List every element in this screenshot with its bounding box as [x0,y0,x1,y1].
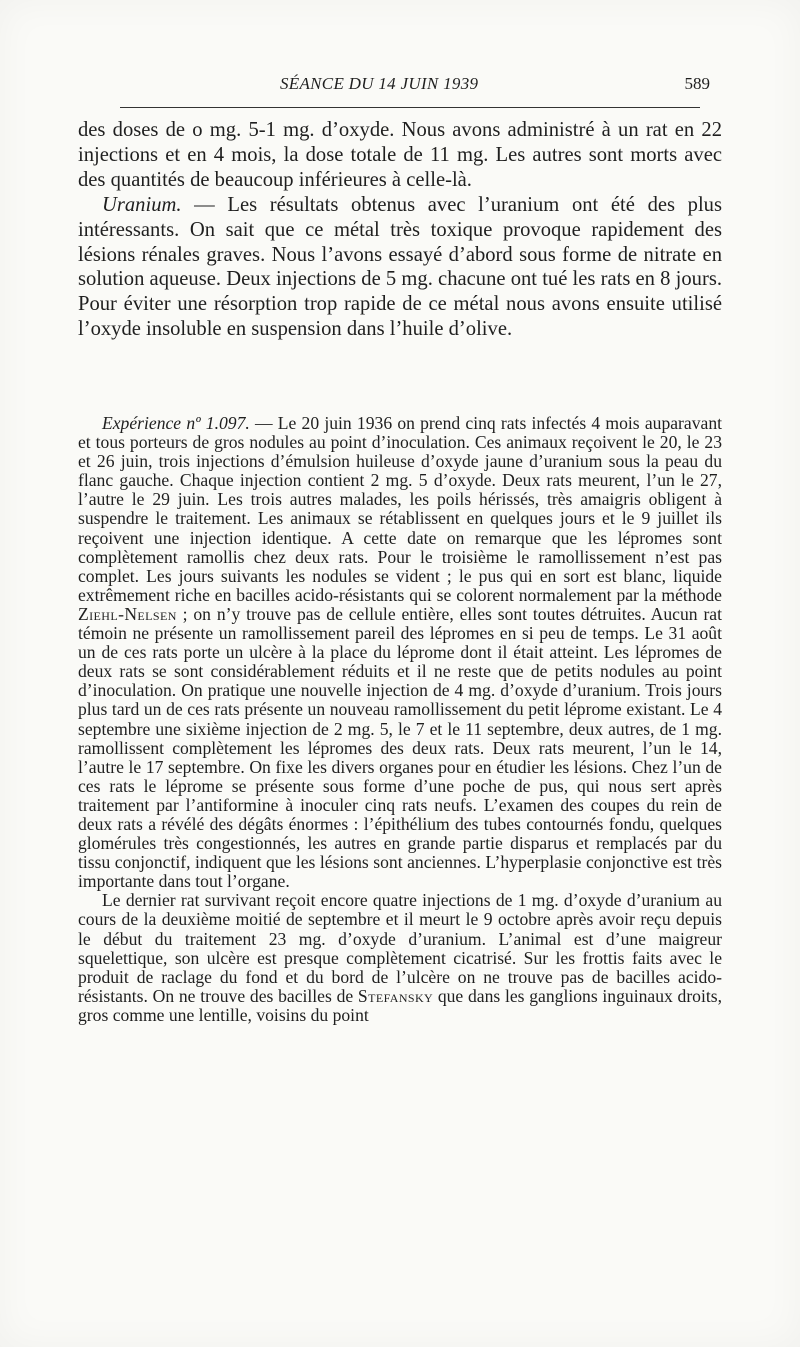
main-text [78,118,722,342]
final-text-2: que dans les ganglions inguinaux droits, gros comme une lentille, voisins du point [78,985,722,1025]
author-name: Stefansky [357,985,434,1006]
experiment-text-1: — Le 20 juin 1936 on prend cinq rats infectés 4 mois auparavant et tous porteurs de gros nodules au point d’inoculation. Ces animaux reçoivent le 20, le 23 et 26 juin, trois injections d’émulsion huileuse d’oxyde jaune d’uranium sous la peau du flanc gauche. Chaque injection contient 2 mg. 5 d’oxyde. Deux rats meurent, l’un le 27, l’autre le 29 juin. Les trois autres malades, les poils hérissés, très amaigris obligent à suspendre le traitement. Les animaux se rétablissent en quelques jours et le 9 juillet ils reçoivent une injection identique. A cette date on remarque que les lépromes sont complètement ramollis chez deux rats. Pour le troisième le ramollissement n’est pas complet. Les jours suivants les nodules se vident ; le pus qui en sort est blanc, liquide extrêmement riche en bacilles acido-résistants qui se colorent normalement par la méthode [78,413,723,605]
header-rule [120,107,700,108]
method-name: Ziehl-Nelsen [78,603,177,624]
final-text-1: Le dernier rat survivant reçoit encore quatre injections de 1 mg. d’oxyde d’uranium au cours de la deuxième moitié de septembre et il meurt le 9 octobre après avoir reçu depuis le début du traitement 23 mg. d’oxyde d’uranium. L’animal est d’une maigreur squelettique, son ulcère est presque complètement cicatrisé. Sur les frottis faits avec le produit de raclage du fond et du bord de l’ulcère on ne trouve pas de bacilles acido-résistants. On ne trouve des bacilles de [78,890,722,1006]
experiment-lead: Expérience nº 1.097. [102,413,250,433]
page-number: 589 [684,74,710,93]
paragraph-continuation: des doses de o mg. 5-1 mg. d’oxyde. Nous avons administré à un rat en 22 injections et en 4 mois, la dose totale de 11 mg. Les autres sont morts avec des quantités de beaucoup inférieures à celle-là. [78,119,722,191]
page-header [80,72,710,98]
experiment-text-2: ; on n’y trouve pas de cellule entière, elles sont toutes détruites. Aucun rat témoin ne présente un ramollissement pareil des lépromes en si peu de temps. Le 31 août un de ces rats porte un ulcère à la place du léprome dont il était atteint. Les lépromes de deux rats se sont considérablement réduits et il ne reste que de petits nodules au point d’inoculation. On pratique une nouvelle injection de 4 mg. d’oxyde d’uranium. Trois jours plus tard un de ces rats présente un nouveau ramollissement du petit léprome existant. Le 4 septembre une sixième injection de 2 mg. 5, le 7 et le 11 septembre, deux autres, de 1 mg. ramollissent complètement les lépromes des deux rats. Deux rats meurent, l’un le 14, l’autre le 17 septembre. On fixe les divers organes pour en étudier les lésions. Chez l’un de ces rats le léprome se présente sous forme d’une poche de pus, qui nous sert après traitement par l’antiformine à inoculer cinq rats neufs. L’examen des coupes du rein de deux rats a révélé des dégâts énormes : l’épithélium des tubes contournés fondu, quelques glomérules très congestionnés, les autres en grande partie disparus et remplacés par du tissu conjonctif, indiquent que les lésions sont anciennes. L’hyperplasie conjonctive est très importante dans tout l’organe. [78,603,722,892]
paragraph-uranium [78,193,722,342]
experiment-block [78,414,722,1025]
final-paragraph [78,891,722,1025]
experiment-paragraph [78,414,722,891]
section-lead-uranium: Uranium. [102,193,182,216]
running-title: SÉANCE DU 14 JUIN 1939 [280,74,479,93]
paragraph-uranium-text: — Les résultats obtenus avec l’uranium ont été des plus intéressants. On sait que ce métal très toxique provoque rapidement des lésions rénales graves. Nous l’avons essayé d’abord sous forme de nitrate en solution aqueuse. Deux injections de 5 mg. chacune ont tué les rats en 8 jours. Pour éviter une résorption trop rapide de ce métal nous avons ensuite utilisé l’oxyde insoluble en suspension dans l’huile d’olive. [78,193,722,341]
